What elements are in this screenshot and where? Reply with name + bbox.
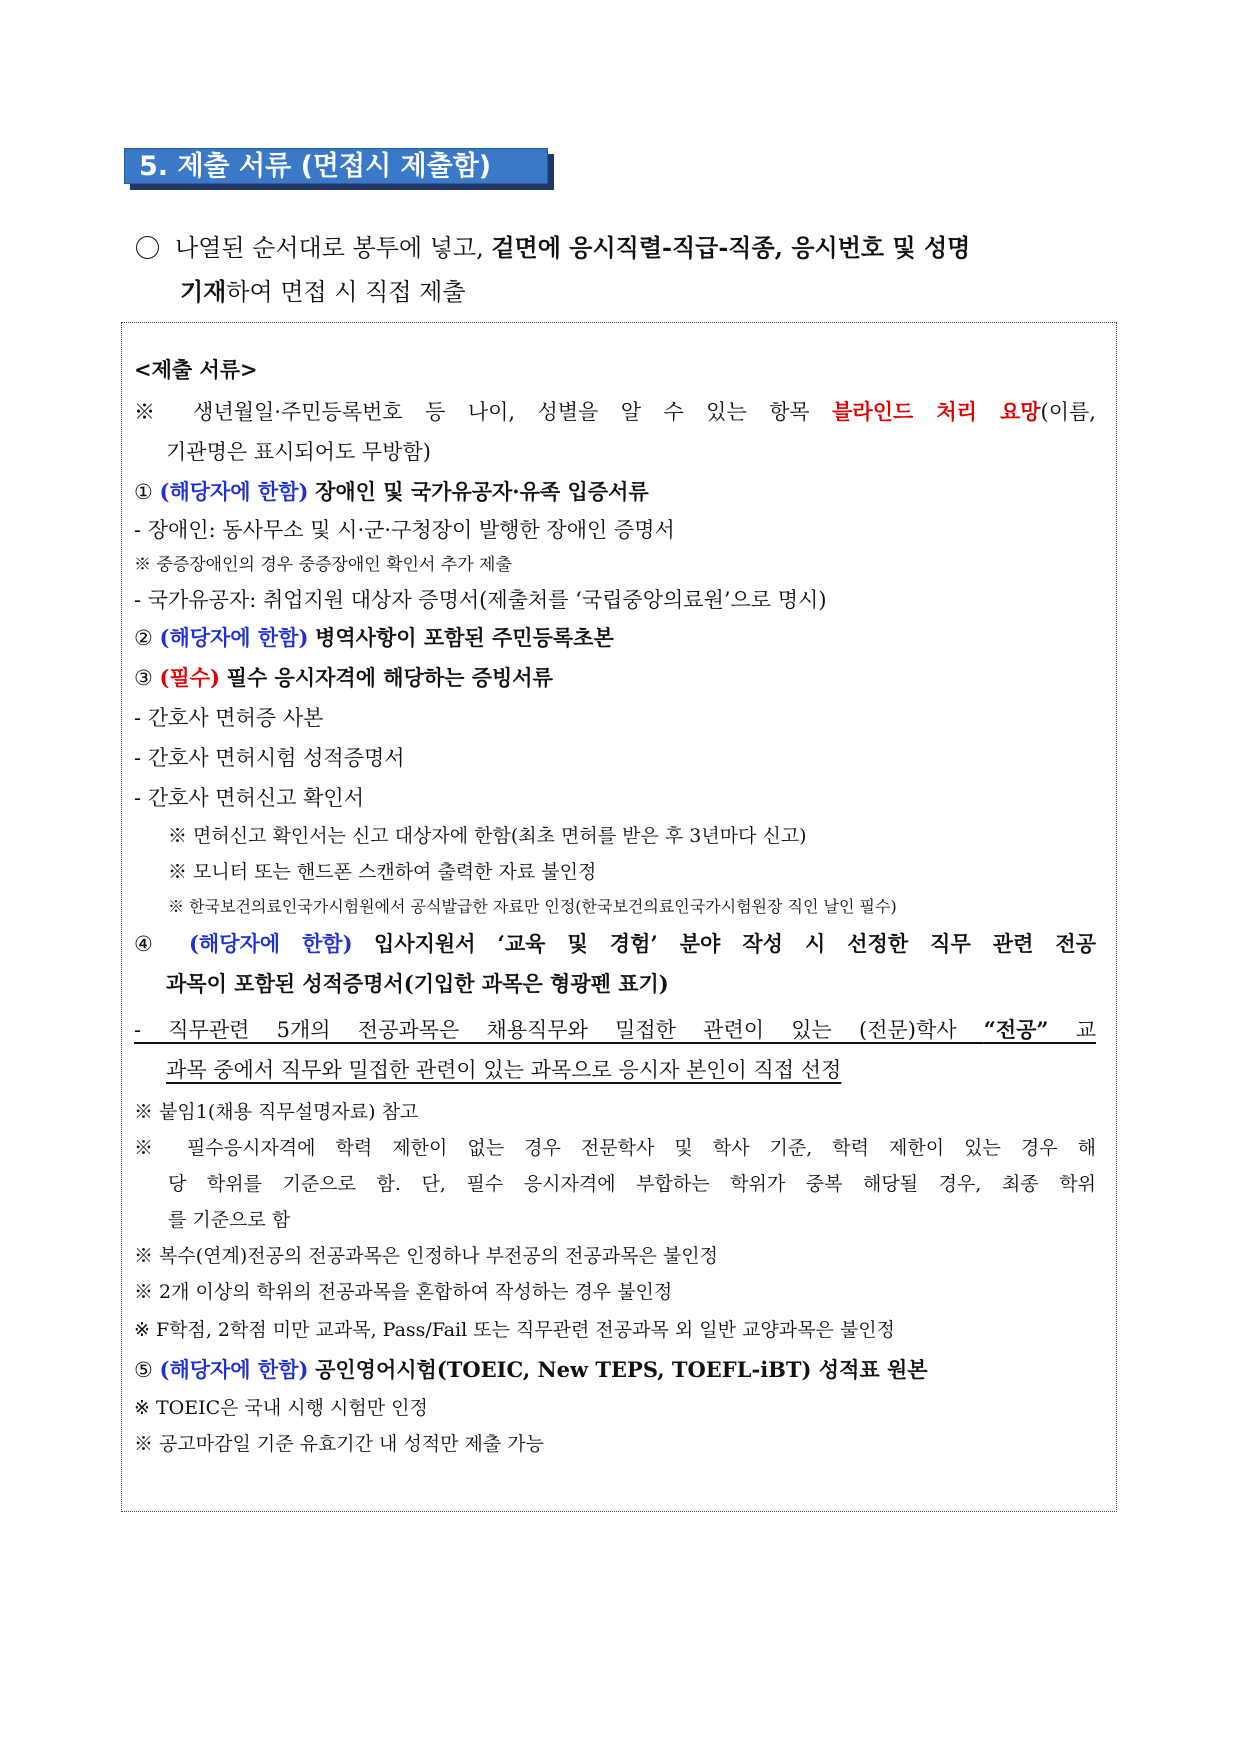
item-3-title: 필수 응시자격에 해당하는 증빙서류: [226, 665, 553, 690]
item-3-note-2: ※ 모니터 또는 핸드폰 스캔하여 출력한 자료 불인정: [168, 861, 597, 883]
item-3: ③ (필수) 필수 응시자격에 해당하는 증빙서류: [134, 665, 553, 690]
item-1-title: 장애인 및 국가유공자·유족 입증서류: [315, 479, 649, 504]
intro-emphasis: 겉면에 응시직렬-직급-직종, 응시번호 및 성명: [491, 233, 971, 262]
item-4-detail-1: - 직무관련 5개의 전공과목은 채용직무와 밀접한 관련이 있는 (전문)학사 “전공” 교: [134, 1017, 1096, 1042]
item-5: ⑤ (해당자에 한함) 공인영어시험(TOEIC, New TEPS, TOEFL-iBT) 성적표 원본: [134, 1357, 928, 1382]
item-5-note-2: ※ 공고마감일 기준 유효기간 내 성적만 제출 가능: [134, 1433, 545, 1455]
item-1-note-1: ※ 중증장애인의 경우 중증장애인 확인서 추가 제출: [134, 555, 512, 575]
item-4-note-2-cont: 당 학위를 기준으로 함. 단, 필수 응시자격에 부합하는 학위가 중복 해당될 경우, 최종 학위: [168, 1173, 1096, 1195]
item-4: ④ (해당자에 한함) 입사지원서 ‘교육 및 경험’ 분야 작성 시 선정한 직무 관련 전공: [134, 931, 1096, 956]
item-1-detail-2: - 국가유공자: 취업지원 대상자 증명서(제출처를 ‘국립중앙의료원’으로 명시): [134, 588, 827, 612]
blind-note: ※ 생년월일·주민등록번호 등 나이, 성별을 알 수 있는 항목 블라인드 처리 요망(이름,: [134, 399, 1096, 424]
item-3-detail-1: - 간호사 면허증 사본: [134, 706, 324, 730]
item-3-note-3: ※ 한국보건의료인국가시험원에서 공식발급한 자료만 인정(한국보건의료인국가시험원장 직인 날인 필수): [168, 897, 897, 916]
item-1: ① (해당자에 한함) 장애인 및 국가유공자·유족 입증서류: [134, 479, 649, 504]
box-heading: <제출 서류>: [134, 357, 258, 382]
blind-emphasis: 블라인드 처리 요망: [832, 399, 1041, 424]
item-4-title-cont: 과목이 포함된 성적증명서(기입한 과목은 형광펜 표기): [166, 971, 669, 996]
item-4-note-1: ※ 붙임1(채용 직무설명자료) 참고: [134, 1101, 419, 1123]
item-4-note-4: ※ 2개 이상의 학위의 전공과목을 혼합하여 작성하는 경우 불인정: [134, 1281, 673, 1303]
item-1-detail-1: - 장애인: 동사무소 및 시·군·구청장이 발행한 장애인 증명서: [134, 518, 675, 542]
section-title: 5. 제출 서류 (면접시 제출함): [124, 148, 548, 184]
item-3-note-1: ※ 면허신고 확인서는 신고 대상자에 한함(최초 면허를 받은 후 3년마다 신고): [168, 825, 807, 847]
item-4-note-2: ※ 필수응시자격에 학력 제한이 없는 경우 전문학사 및 학사 기준, 학력 제한이 있는 경우 해: [134, 1137, 1096, 1159]
item-5-tag: (해당자에 한함): [159, 1357, 309, 1382]
item-4-note-3: ※ 복수(연계)전공의 전공과목은 인정하나 부전공의 전공과목은 불인정: [134, 1245, 718, 1267]
item-4-detail-1-cont: 과목 중에서 직무와 밀접한 관련이 있는 과목으로 응시자 본인이 직접 선정: [166, 1058, 842, 1082]
item-4-note-5: ※ F학점, 2학점 미만 교과목, Pass/Fail 또는 직무관련 전공과목 외 일반 교양과목은 불인정: [134, 1319, 895, 1341]
major-emphasis: “전공”: [983, 1017, 1049, 1042]
item-3-detail-2: - 간호사 면허시험 성적증명서: [134, 746, 405, 770]
item-1-tag: (해당자에 한함): [159, 479, 309, 504]
item-4-title: 입사지원서 ‘교육 및 경험’ 분야 작성 시 선정한 직무 관련 전공: [374, 931, 1096, 956]
intro-text-2: 하여 면접 시 직접 제출: [226, 278, 466, 306]
item-5-note-1: ※ TOEIC은 국내 시행 시험만 인정: [134, 1397, 428, 1419]
item-3-detail-3: - 간호사 면허신고 확인서: [134, 786, 364, 810]
item-5-title: 공인영어시험(TOEIC, New TEPS, TOEFL-iBT) 성적표 원본: [315, 1357, 928, 1382]
item-3-tag: (필수): [159, 665, 220, 690]
section-header: [124, 148, 556, 188]
intro-instruction: [136, 226, 1116, 314]
intro-text: 나열된 순서대로 봉투에 넣고,: [175, 234, 492, 262]
item-2-tag: (해당자에 한함): [159, 625, 309, 650]
documents-content: [134, 350, 1104, 1462]
circle-bullet-icon: [136, 236, 159, 259]
item-2: ② (해당자에 한함) 병역사항이 포함된 주민등록초본: [134, 625, 614, 650]
blind-note-cont: 기관명은 표시되어도 무방함): [166, 440, 431, 464]
item-4-tag: (해당자에 한함): [188, 931, 353, 956]
intro-emphasis-2: 기재: [180, 277, 227, 306]
item-2-title: 병역사항이 포함된 주민등록초본: [315, 625, 614, 650]
item-4-note-2-end: 를 기준으로 함: [168, 1209, 291, 1231]
